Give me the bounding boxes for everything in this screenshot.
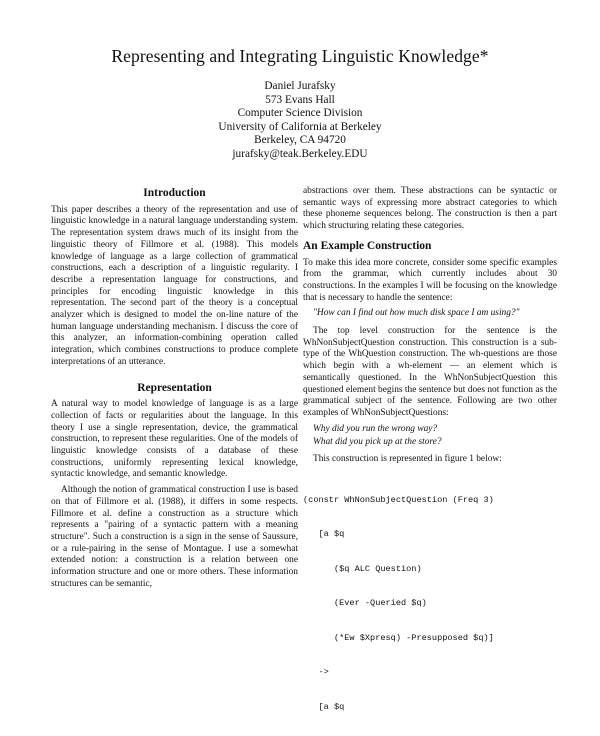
example-sentence: "How can I find out how much disk space I am using?" xyxy=(313,308,520,319)
code-line: [a $q xyxy=(303,529,345,540)
code-line: [a $q xyxy=(303,701,345,712)
author-name: Daniel Jurafsky xyxy=(264,80,336,92)
author-city: Berkeley, CA 94720 xyxy=(254,134,346,147)
top-level-paragraph: The top level construction for the sentence is the WhNonSubjectQuestion construction. This construction is a sub-type of the WhQuestion construction. The wh-questions are those which begin with a wh-element — an element which is semantically questioned. In the WhNonSubjectQuestion this questioned element begins the sentence but does not function as the grammatical subject of the sentence. Following are two other examples of WhNonSubjectQuestions: xyxy=(303,326,557,418)
paper-title: Representing and Integrating Linguistic Knowledge* xyxy=(111,46,489,66)
author-block xyxy=(150,80,450,162)
continued-paragraph: abstractions over them. These abstractions can be syntactic or semantic ways of expressing more abstract categories to which these phoneme sequences belong. The construction is then a part which structuring relating these categories. xyxy=(303,186,557,232)
representation-paragraph-1: A natural way to model knowledge of language is as a large collection of facts or regularities about the language. In this theory I use a single representation, device, the grammatical construction, to represent these regularities. One of the models of linguistic knowledge consists of a database of these constructions, uniformly representing lexical knowledge, syntactic knowledge, and semantic knowledge. xyxy=(51,399,298,480)
introduction-heading: Introduction xyxy=(143,187,206,199)
representation-heading: Representation xyxy=(137,381,212,394)
construction-code-block xyxy=(303,472,557,736)
example-question-2: What did you pick up at the store? xyxy=(313,437,442,448)
code-line: (*Ew $Xpresq) -Presupposed $q)] xyxy=(303,632,494,643)
figure-reference: This construction is represented in figure 1 below: xyxy=(313,454,502,465)
example-question-1: Why did you run the wrong way? xyxy=(313,423,438,434)
code-line: -> xyxy=(303,667,329,678)
author-division: Computer Science Division xyxy=(237,107,363,120)
left-column xyxy=(51,188,298,595)
example-construction-heading: An Example Construction xyxy=(303,239,432,252)
author-address: 573 Evans Hall xyxy=(265,93,335,106)
code-line: (Ever -Queried $q) xyxy=(303,598,427,609)
introduction-paragraph: This paper describes a theory of the representation and use of linguistic knowledge in a natural language understanding system. The representation system draws much of its insight from the linguistic theory of Fillmore et al. (1988). This models knowledge of language as a large collection of grammatical constructions, each a description of a linguistic regularity. I describe a representation language for constructions, and principles for encoding linguistic knowledge in this representation. The second part of the theory is a conceptual analyzer which is designed to model the on-line nature of the human language understanding mechanism. I discuss the core of this analyzer, an information-combining operation called integration, which combines constructions to produce complete interpretations of an utterance. xyxy=(51,204,298,367)
code-line: (constr WhNonSubjectQuestion (Freq 3) xyxy=(303,494,494,505)
right-column xyxy=(303,186,557,736)
author-university: University of California at Berkeley xyxy=(218,120,382,133)
example-paragraph: To make this idea more concrete, consider some specific examples from the grammar, which currently includes about 30 constructions. In the examples I will be focusing on the knowledge that is necessary to handle the sentence: xyxy=(303,257,557,303)
author-email: jurafsky@teak.Berkeley.EDU xyxy=(232,147,368,160)
representation-paragraph-2: Although the notion of grammatical construction I use is based on that of Fillmore et al. (1988), it differs in some respects. Fillmore et al. define a construction as a structure which represents a "pairing of a syntactic pattern with a meaning structure". Such a construction is a sign in the sense of Saussure, or a rule-pairing in the sense of Montague. I use a somewhat extended notion: a construction is a relation between one information structure and one or more others. These information structures can be semantic, xyxy=(51,485,298,589)
code-line: ($q ALC Question) xyxy=(303,563,422,574)
